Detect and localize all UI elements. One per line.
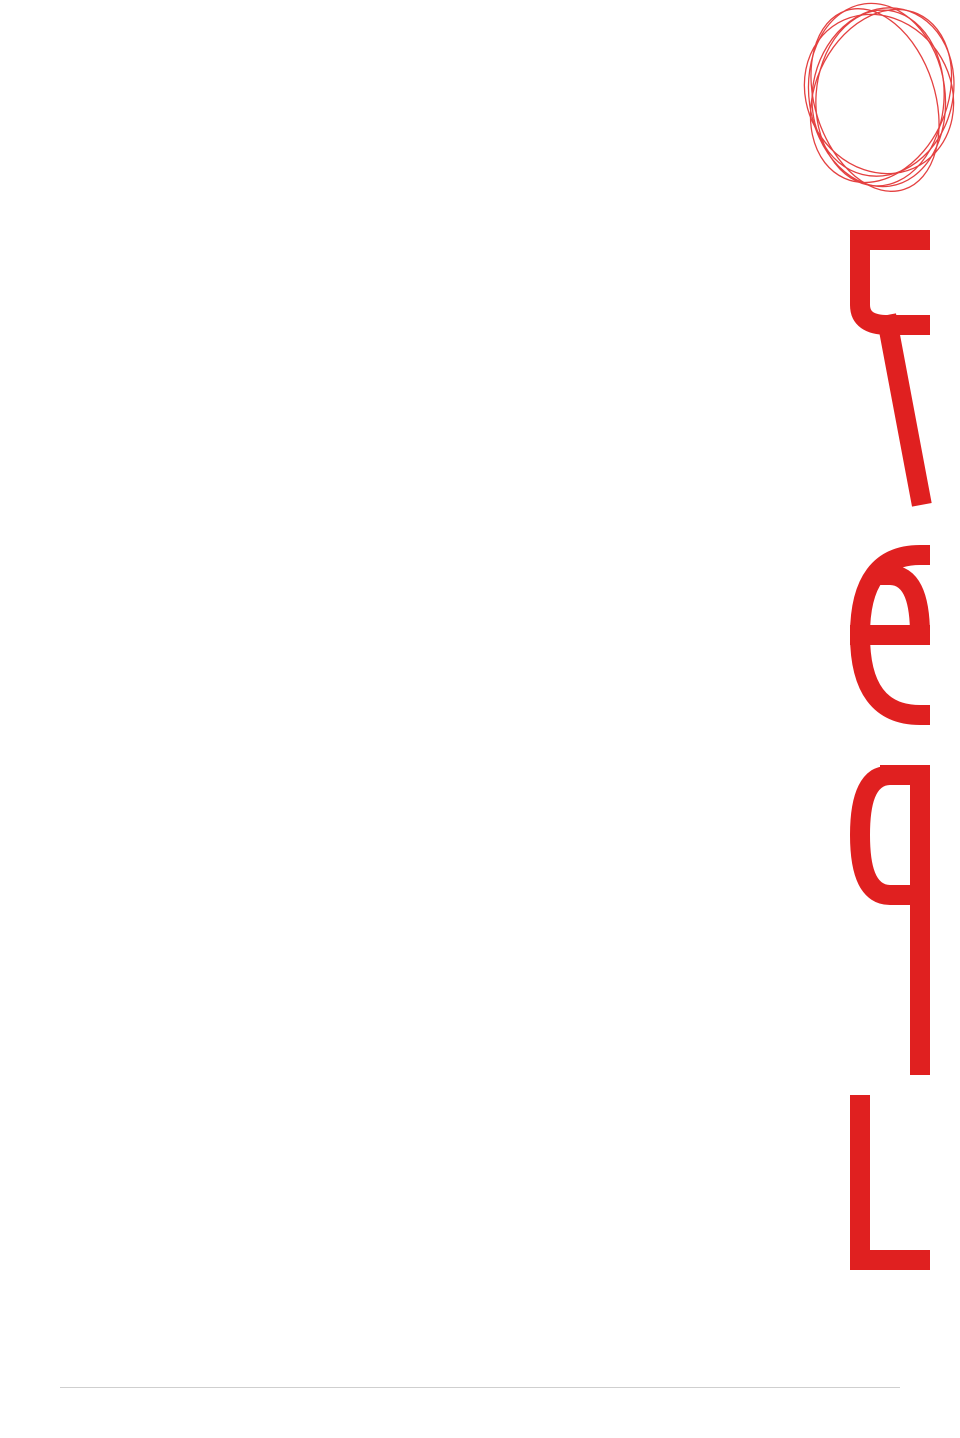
logo-circles-graphic bbox=[785, 0, 960, 210]
redl-logo bbox=[848, 215, 933, 1295]
tagline-watermark bbox=[790, 215, 850, 1290]
footer-divider bbox=[60, 1387, 900, 1388]
